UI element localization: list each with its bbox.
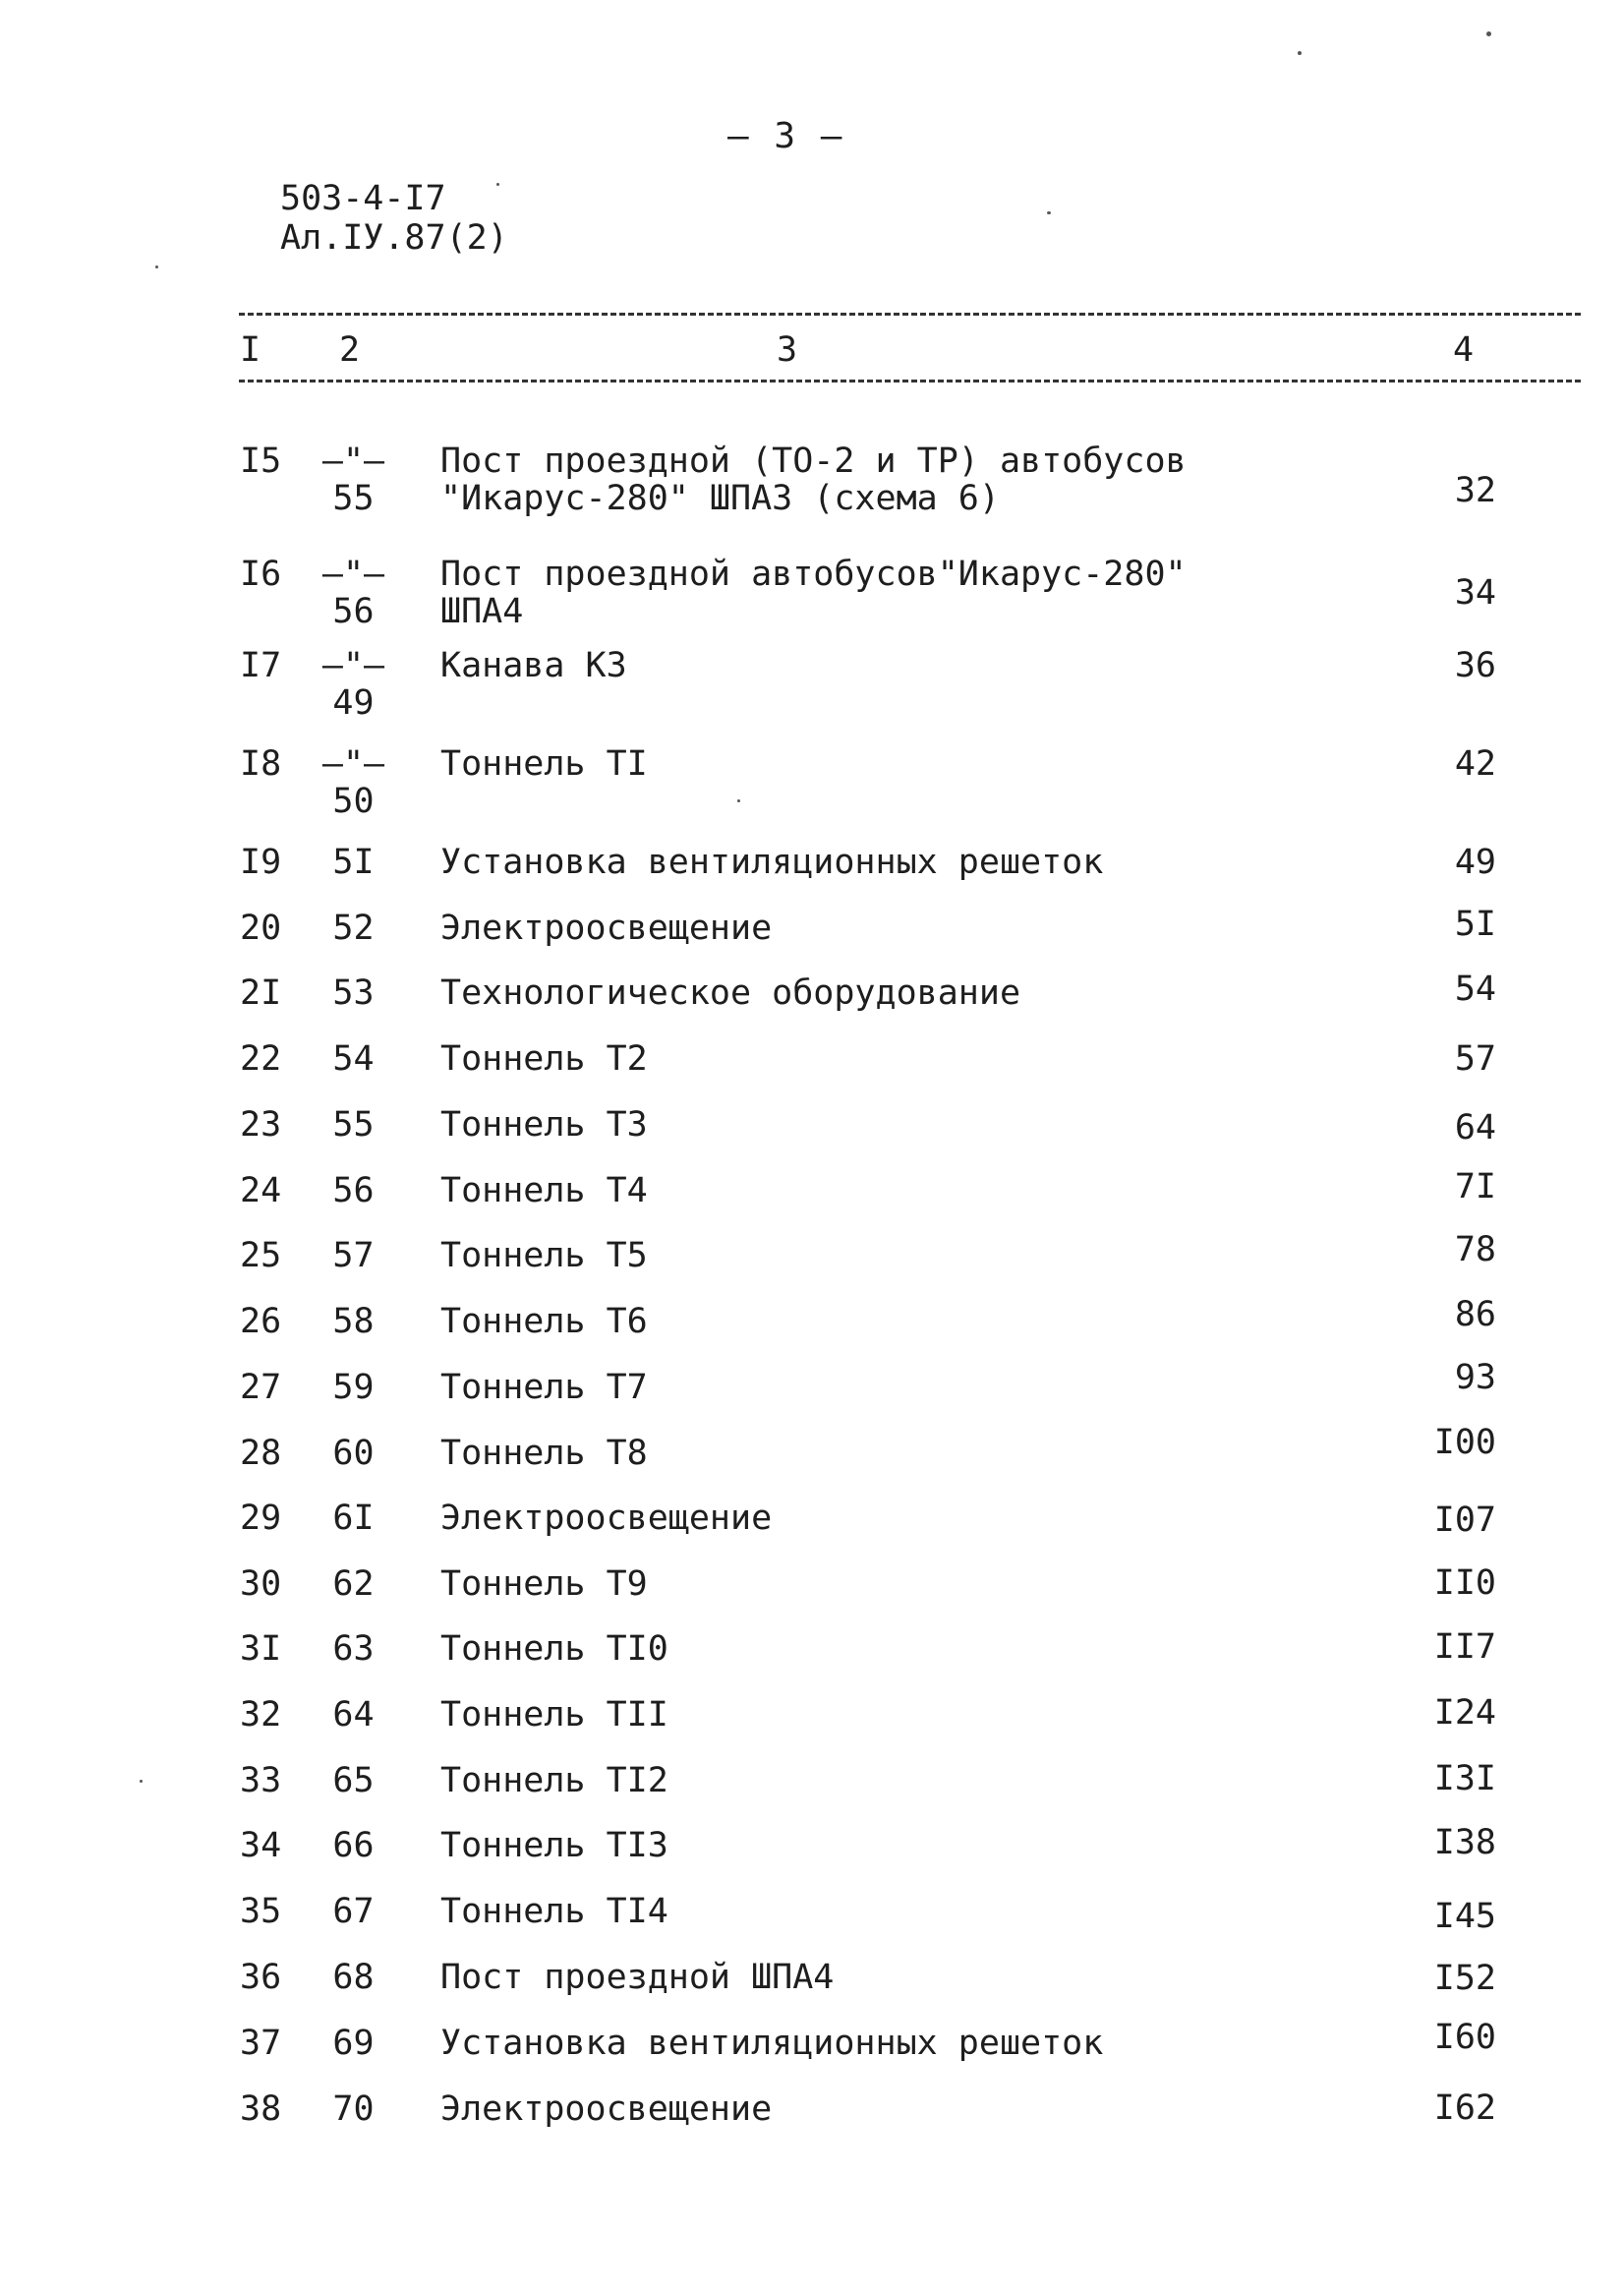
- sheet-cell: [317, 2090, 390, 2128]
- sheet-cell: [317, 1827, 390, 1864]
- row-page: I3I: [1433, 1759, 1496, 1798]
- sheet-cell: [317, 1237, 390, 1274]
- sheet-number: 5I: [332, 843, 375, 882]
- sheet-cell: [317, 1762, 390, 1799]
- row-page: I62: [1433, 2088, 1496, 2128]
- sheet-number: 58: [332, 1302, 375, 1341]
- sheet-cell: [317, 1565, 390, 1603]
- scan-speck: [1298, 51, 1302, 55]
- scan-speck: [1486, 31, 1491, 36]
- row-title: Тоннель Т7: [440, 1368, 648, 1407]
- sheet-number: 55: [332, 1105, 375, 1145]
- row-page: I24: [1433, 1693, 1496, 1733]
- table-header-rule: [239, 380, 1581, 382]
- row-number: 34: [240, 1826, 282, 1865]
- row-page: I38: [1433, 1823, 1496, 1862]
- row-number: 2I: [240, 973, 282, 1013]
- row-number: 33: [240, 1761, 282, 1800]
- row-number: I6: [240, 555, 282, 594]
- sheet-number: 57: [332, 1236, 375, 1275]
- sheet-number: 54: [332, 1039, 375, 1079]
- sheet-cell: [317, 1959, 390, 1996]
- sheet-number: 67: [332, 1892, 375, 1931]
- sheet-cell: [317, 1106, 390, 1144]
- row-title: Тоннель Т2: [440, 1039, 648, 1079]
- sheet-number: 59: [332, 1368, 375, 1407]
- document-code-line-2: Ал.IУ.87(2): [280, 218, 508, 258]
- sheet-number: 6I: [332, 1499, 375, 1538]
- row-title: Тоннель Т6: [440, 1302, 648, 1341]
- row-page: 7I: [1454, 1167, 1496, 1206]
- scan-speck: [140, 1780, 143, 1783]
- ditto-mark: –"–: [321, 441, 385, 481]
- document-code-line-1: 503-4-I7: [280, 179, 446, 218]
- row-number: 20: [240, 909, 282, 948]
- sheet-cell: [317, 1435, 390, 1472]
- sheet-cell: [317, 2025, 390, 2062]
- row-title: Тоннель ТI4: [440, 1892, 668, 1931]
- sheet-number: 68: [332, 1958, 375, 1997]
- row-number: 32: [240, 1695, 282, 1734]
- row-page: 36: [1454, 646, 1496, 685]
- row-title: Тоннель Т4: [440, 1171, 648, 1210]
- sheet-cell: [317, 647, 390, 722]
- row-title: Тоннель ТII: [440, 1695, 668, 1734]
- sheet-cell: [317, 1369, 390, 1406]
- row-title: Тоннель Т9: [440, 1564, 648, 1604]
- row-title: Пост проездной ШПА4: [440, 1958, 835, 1997]
- row-page: I45: [1433, 1897, 1496, 1936]
- row-number: 29: [240, 1499, 282, 1538]
- row-title: Установка вентиляционных решеток: [440, 843, 1104, 882]
- sheet-cell: [317, 1696, 390, 1734]
- row-number: 27: [240, 1368, 282, 1407]
- sheet-number: 52: [332, 909, 375, 948]
- row-page: I52: [1433, 1959, 1496, 1998]
- row-title: Тоннель Т8: [440, 1434, 648, 1473]
- sheet-number: 70: [332, 2089, 375, 2129]
- column-header-1: I: [240, 330, 261, 370]
- sheet-cell: [317, 1893, 390, 1930]
- row-title: Электроосвещение: [440, 909, 773, 948]
- row-number: I5: [240, 441, 282, 481]
- row-number: 22: [240, 1039, 282, 1079]
- row-title: Тоннель Т5: [440, 1236, 648, 1275]
- row-title: Электроосвещение: [440, 1499, 773, 1538]
- scan-speck: [737, 799, 740, 802]
- row-number: 28: [240, 1434, 282, 1473]
- row-number: 24: [240, 1171, 282, 1210]
- row-page: 42: [1454, 744, 1496, 784]
- row-page: 54: [1454, 970, 1496, 1009]
- row-title: Электроосвещение: [440, 2089, 773, 2129]
- sheet-number: 53: [332, 973, 375, 1013]
- column-header-4: 4: [1453, 330, 1475, 370]
- document-code: [280, 179, 508, 258]
- row-number: 37: [240, 2024, 282, 2063]
- row-title: Установка вентиляционных решеток: [440, 2024, 1104, 2063]
- row-page: II7: [1433, 1627, 1496, 1667]
- scan-speck: [155, 265, 158, 268]
- sheet-number: 50: [332, 782, 375, 821]
- row-number: 25: [240, 1236, 282, 1275]
- row-page: 34: [1454, 573, 1496, 613]
- row-number: I9: [240, 843, 282, 882]
- sheet-cell: [317, 1040, 390, 1078]
- row-page: 32: [1454, 471, 1496, 510]
- row-title: Тоннель ТI: [440, 744, 648, 784]
- row-number: 30: [240, 1564, 282, 1604]
- row-number: 38: [240, 2089, 282, 2129]
- column-header-2: 2: [339, 330, 361, 370]
- row-page: 57: [1454, 1039, 1496, 1079]
- row-title: Технологическое оборудование: [440, 973, 1021, 1013]
- row-page: 93: [1454, 1358, 1496, 1397]
- sheet-cell: [317, 556, 390, 630]
- column-header-3: 3: [777, 330, 798, 370]
- sheet-number: 63: [332, 1629, 375, 1669]
- ditto-mark: –"–: [321, 646, 385, 685]
- sheet-number: 60: [332, 1434, 375, 1473]
- sheet-number: 49: [332, 683, 375, 723]
- sheet-cell: [317, 910, 390, 947]
- sheet-number: 69: [332, 2024, 375, 2063]
- row-page: 86: [1454, 1295, 1496, 1334]
- page-number: – 3 –: [727, 116, 844, 156]
- sheet-cell: [317, 974, 390, 1012]
- row-number: 3I: [240, 1629, 282, 1669]
- ditto-mark: –"–: [321, 555, 385, 594]
- row-title: Пост проездной автобусов"Икарус-280" ШПА4: [440, 555, 1187, 631]
- sheet-number: 65: [332, 1761, 375, 1800]
- sheet-cell: [317, 442, 390, 517]
- sheet-number: 55: [332, 479, 375, 518]
- sheet-cell: [317, 745, 390, 820]
- row-title: Тоннель ТI0: [440, 1629, 668, 1669]
- sheet-cell: [317, 1172, 390, 1209]
- row-page: 5I: [1454, 905, 1496, 944]
- row-page: I00: [1433, 1423, 1496, 1462]
- scan-speck: [1047, 211, 1051, 214]
- row-page: II0: [1433, 1563, 1496, 1603]
- row-page: I07: [1433, 1500, 1496, 1540]
- sheet-cell: [317, 1303, 390, 1340]
- row-title: Тоннель ТI3: [440, 1826, 668, 1865]
- row-page: I60: [1433, 2018, 1496, 2057]
- sheet-cell: [317, 1499, 390, 1537]
- row-title: Тоннель Т3: [440, 1105, 648, 1145]
- sheet-number: 56: [332, 592, 375, 631]
- row-title: Пост проездной (ТО-2 и ТР) автобусов "Икарус-280" ШПАЗ (схема 6): [440, 441, 1187, 518]
- row-page: 78: [1454, 1230, 1496, 1269]
- sheet-cell: [317, 844, 390, 881]
- scan-speck: [496, 183, 499, 186]
- sheet-cell: [317, 1630, 390, 1668]
- row-title: Канава К3: [440, 646, 627, 685]
- row-number: 35: [240, 1892, 282, 1931]
- row-page: 64: [1454, 1108, 1496, 1147]
- ditto-mark: –"–: [321, 744, 385, 784]
- row-number: I8: [240, 744, 282, 784]
- sheet-number: 56: [332, 1171, 375, 1210]
- table-top-rule: [239, 313, 1581, 316]
- sheet-number: 62: [332, 1564, 375, 1604]
- sheet-number: 66: [332, 1826, 375, 1865]
- row-number: 23: [240, 1105, 282, 1145]
- row-number: 26: [240, 1302, 282, 1341]
- row-number: I7: [240, 646, 282, 685]
- row-title: Тоннель ТI2: [440, 1761, 668, 1800]
- row-number: 36: [240, 1958, 282, 1997]
- row-page: 49: [1454, 843, 1496, 882]
- sheet-number: 64: [332, 1695, 375, 1734]
